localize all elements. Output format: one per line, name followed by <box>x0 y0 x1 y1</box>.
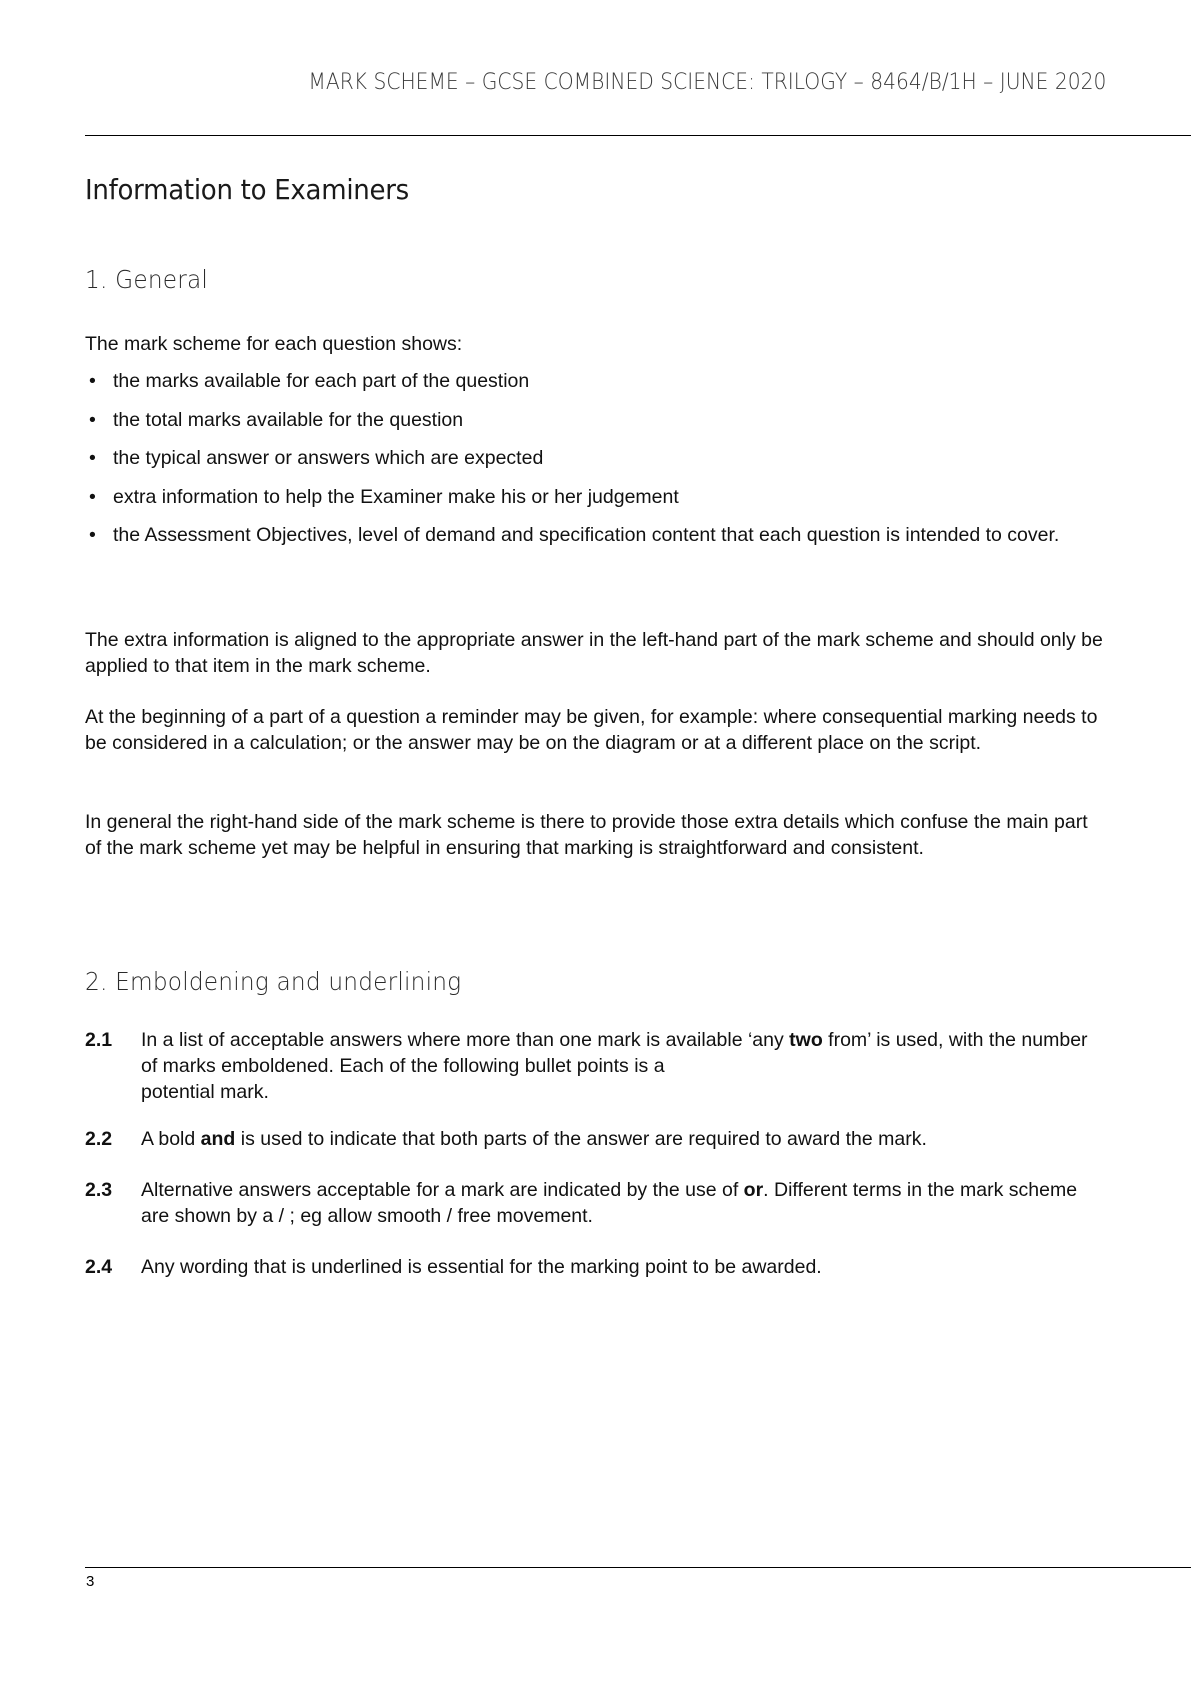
list-item: • extra information to help the Examiner make his or her judgement <box>89 485 679 508</box>
header-divider <box>85 135 1191 136</box>
rule-text: Alternative answers acceptable for a mark are indicated by the use of or. Different terms in the mark scheme are shown by a / ; eg allow smooth / free movement. <box>141 1179 1078 1227</box>
rule-item <box>85 1177 1105 1229</box>
list-item: • the total marks available for the question <box>89 408 464 431</box>
footer-divider <box>85 1567 1191 1568</box>
rule-number: 2.1 <box>85 1029 113 1051</box>
section-heading-emboldening: 2. Emboldening and underlining <box>85 967 462 996</box>
bullet-icon: • <box>89 370 96 392</box>
general-intro: The mark scheme for each question shows: <box>85 333 463 355</box>
bullet-icon: • <box>89 524 96 546</box>
general-bullet-list <box>85 368 1105 561</box>
rule-text: Any wording that is underlined is essential for the marking point to be awarded. <box>141 1256 822 1278</box>
rule-item <box>85 1254 1105 1280</box>
rule-number: 2.4 <box>85 1256 113 1278</box>
rule-item <box>85 1027 1105 1105</box>
list-item: • the marks available for each part of the question <box>89 370 530 392</box>
rule-text: In a list of acceptable answers where more than one mark is available ‘any two from’ is used, with the number of marks emboldened. Each of the following bullet points is a potential mark. <box>141 1029 1088 1103</box>
section-heading-general: 1. General <box>85 265 209 294</box>
rule-text: A bold and is used to indicate that both parts of the answer are required to award the mark. <box>141 1128 927 1150</box>
running-header: MARK SCHEME – GCSE COMBINED SCIENCE: TRILOGY – 8464/B/1H – JUNE 2020 <box>308 70 1106 95</box>
list-item: • the typical answer or answers which are expected <box>89 447 544 469</box>
general-paragraph: In general the right-hand side of the mark scheme is there to provide those extra details which confuse the main part of the mark scheme yet may be helpful in ensuring that marking is straightforward and consistent. <box>85 811 1088 859</box>
list-item: • the Assessment Objectives, level of demand and specification content that each question is intended to cover. <box>89 524 1060 546</box>
bullet-icon: • <box>89 485 96 508</box>
page-number: 3 <box>86 1573 95 1590</box>
rule-item <box>85 1126 1105 1152</box>
rule-number: 2.2 <box>85 1128 113 1150</box>
rule-number: 2.3 <box>85 1179 113 1201</box>
general-paragraph: The extra information is aligned to the appropriate answer in the left-hand part of the mark scheme and should only be applied to that item in the mark scheme. <box>85 629 1103 677</box>
bullet-icon: • <box>89 447 96 469</box>
page-title: Information to Examiners <box>85 173 409 206</box>
general-paragraph: At the beginning of a part of a question a reminder may be given, for example: where consequential marking needs to be considered in a calculation; or the answer may be on the diagram or at a different place on the script. <box>85 706 1098 754</box>
bullet-icon: • <box>89 408 96 431</box>
